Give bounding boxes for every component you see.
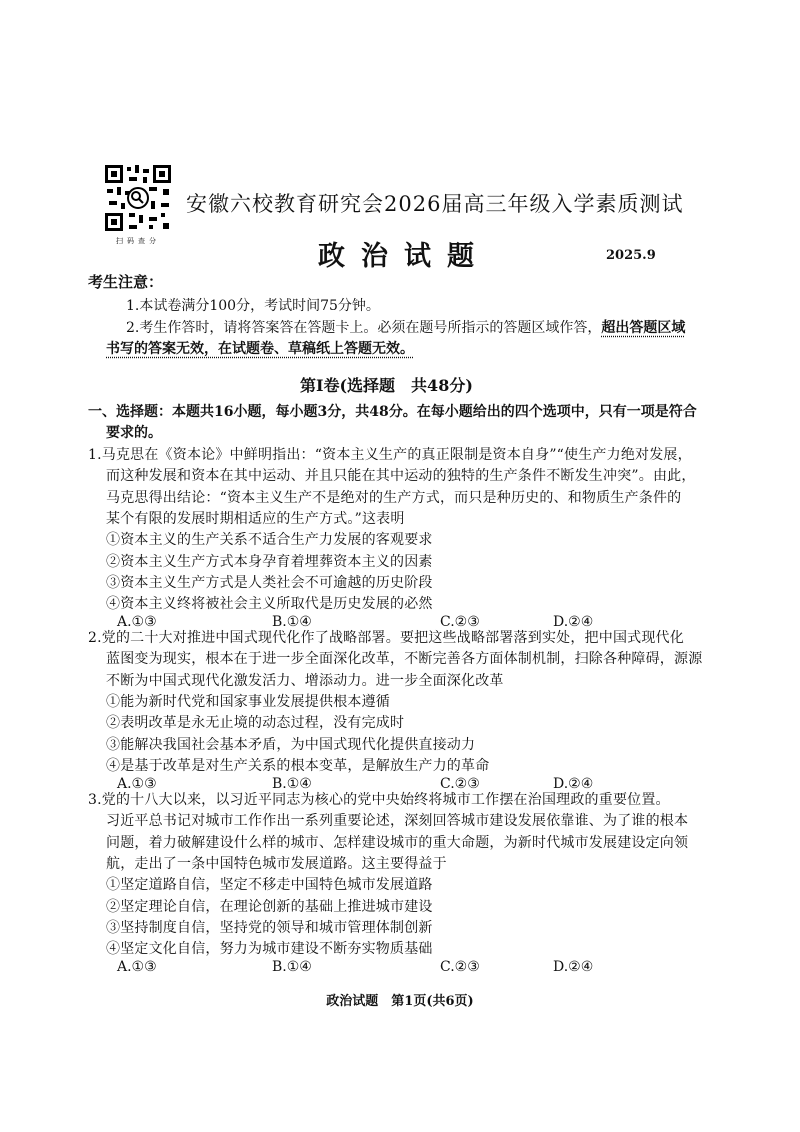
question-statement: ④是基于改革是对生产关系的根本变革，是解放生产力的革命 <box>106 757 490 774</box>
answer-option: D.②④ <box>553 959 594 976</box>
section-instruction-line-1: 一、选择题：本题共16小题，每小题3分，共48分。在每小题给出的四个选项中，只有一项是符合 <box>88 404 697 420</box>
question-statement: ③能解决我国社会基本矛盾，为中国式现代化提供直接动力 <box>106 736 476 753</box>
question-stem-first-line: 2.党的二十大对推进中国式现代化作了战略部署。要把这些战略部署落到实处，把中国式现代化 <box>88 630 684 646</box>
note-item-2 <box>126 317 685 337</box>
answer-option: D.②④ <box>553 776 594 793</box>
notes-title: 考生注意： <box>88 273 164 291</box>
question-statement: ①资本主义的生产关系不适合生产力发展的客观要求 <box>106 532 433 549</box>
note-item-1: 1.本试卷满分100分，考试时间75分钟。 <box>126 298 380 314</box>
exam-title: 安徽六校教育研究会2026届高三年级入学素质测试 <box>186 192 684 216</box>
note-item-2-emphasis-a: 超出答题区域 <box>601 320 686 336</box>
answer-option: C.②③ <box>440 959 480 976</box>
question-stem-line: 某个有限的发展时期相适应的生产方式。”这表明 <box>106 510 405 527</box>
question-statement: ②表明改革是永无止境的动态过程，没有完成时 <box>106 715 405 732</box>
qr-code-icon <box>103 163 173 233</box>
answer-option: A.①③ <box>117 959 157 976</box>
question-stem-line: 习近平总书记对城市工作作出一系列重要论述，深刻回答城市建设发展依靠谁、为了谁的根本 <box>106 813 689 830</box>
question-statement: ③坚持制度自信，坚持党的领导和城市管理体制创新 <box>106 919 433 936</box>
note-item-2-emphasis-b: 书写的答案无效，在试题卷、草稿纸上答题无效。 <box>106 341 414 357</box>
question-statement: ②资本主义生产方式本身孕育着埋葬资本主义的因素 <box>106 553 433 570</box>
section-instruction-line-2: 要求的。 <box>106 425 162 441</box>
question-stem-line: 蓝图变为现实，根本在于进一步全面深化改革，不断完善各方面体制机制，扫除各种障碍，源源 <box>106 651 703 668</box>
exam-date: 2025.9 <box>606 248 656 263</box>
question-stem-line: 而这种发展和资本在其中运动、并且只能在其中运动的独特的生产条件不断发生冲突”。由此， <box>106 468 696 485</box>
answer-option: D.②④ <box>553 614 594 631</box>
question-statement: ③资本主义生产方式是人类社会不可逾越的历史阶段 <box>106 574 433 591</box>
answer-option: B.①④ <box>272 959 312 976</box>
answer-option: B.①④ <box>272 776 312 793</box>
answer-option: A.①③ <box>117 776 157 793</box>
answer-option: C.②③ <box>440 614 480 631</box>
answer-option: C.②③ <box>440 776 480 793</box>
question-statement: ④坚定文化自信，努力为城市建设不断夯实物质基础 <box>106 941 433 958</box>
note-item-2-text: 2.考生作答时，请将答案答在答题卡上。必须在题号所指示的答题区域作答， <box>126 320 602 336</box>
qr-label: 扫码查分 <box>116 237 160 245</box>
question-stem-line: 不断为中国式现代化激发活力、增添动力。进一步全面深化改革 <box>106 672 504 689</box>
question-stem-line: 马克思得出结论：“资本主义生产不是绝对的生产方式，而只是种历史的、和物质生产条件的 <box>106 489 682 506</box>
question-statement: ④资本主义终将被社会主义所取代是历史发展的必然 <box>106 596 433 613</box>
page-footer: 政治试题 第1页(共6页) <box>326 994 474 1009</box>
subject-title: 政治试题 <box>318 241 490 272</box>
part-title: 第Ⅰ卷(选择题 共48分) <box>300 376 473 395</box>
question-statement: ②坚定理论自信，在理论创新的基础上推进城市建设 <box>106 898 433 915</box>
answer-option: A.①③ <box>117 614 157 631</box>
question-statement: ①能为新时代党和国家事业发展提供根本遵循 <box>106 693 390 710</box>
question-stem-first-line: 1.马克思在《资本论》中鲜明指出：“资本主义生产的真正限制是资本自身”“使生产力绝对发展， <box>88 447 692 463</box>
question-stem-line: 航，走出了一条中国特色城市发展道路。这主要得益于 <box>106 855 447 872</box>
question-statement: ①坚定道路自信，坚定不移走中国特色城市发展道路 <box>106 877 433 894</box>
question-stem-line: 问题，着力破解建设什么样的城市、怎样建设城市的重大命题，为新时代城市发展建设定向领 <box>106 834 689 851</box>
answer-option: B.①④ <box>272 614 312 631</box>
question-stem-first-line: 3.党的十八大以来，以习近平同志为核心的党中央始终将城市工作摆在治国理政的重要位置。 <box>88 792 670 808</box>
